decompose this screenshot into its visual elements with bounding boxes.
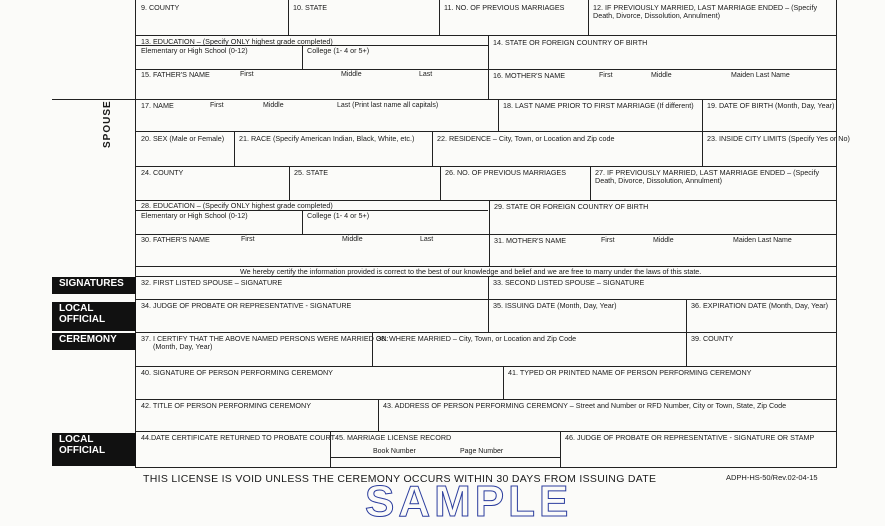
field-16-first-label: First (599, 72, 613, 79)
field-14-birthplace[interactable]: 14. STATE OR FOREIGN COUNTRY OF BIRTH (493, 38, 648, 47)
field-32-first-spouse-signature[interactable]: 32. FIRST LISTED SPOUSE – SIGNATURE (141, 278, 283, 287)
field-26-previous-marriages[interactable]: 26. NO. OF PREVIOUS MARRIAGES (445, 168, 567, 177)
ceremony-section-label: CEREMONY (52, 333, 136, 350)
field-46-judge-signature-stamp[interactable]: 46. JUDGE OF PROBATE OR REPRESENTATIVE - SIGNATURE OR STAMP (565, 433, 815, 442)
field-28-education: 28. EDUCATION – (Specify ONLY highest grade completed) (141, 201, 333, 210)
field-28-elementary[interactable]: Elementary or High School (0-12) (141, 211, 248, 220)
field-17-middle-label: Middle (263, 102, 284, 109)
field-25-state[interactable]: 25. STATE (294, 168, 329, 177)
field-23-inside-city-limits[interactable]: 23. INSIDE CITY LIMITS (Specify Yes or No) (707, 134, 850, 143)
field-31-first-label: First (601, 237, 615, 244)
field-30-first-label: First (241, 236, 255, 243)
spouse-section-label: SPOUSE (102, 100, 113, 148)
field-17-last-label: Last (Print last name all capitals) (337, 102, 439, 109)
field-19-date-of-birth[interactable]: 19. DATE OF BIRTH (Month, Day, Year) (707, 101, 835, 110)
form-number: ADPH-HS-50/Rev.02-04-15 (726, 473, 818, 482)
void-notice: THIS LICENSE IS VOID UNLESS THE CEREMONY OCCURS WITHIN 30 DAYS FROM ISSUING DATE (143, 473, 657, 485)
field-24-county[interactable]: 24. COUNTY (141, 168, 184, 177)
field-45-license-record: 45. MARRIAGE LICENSE RECORD (335, 433, 452, 442)
field-17-first-label: First (210, 102, 224, 109)
field-31-middle-label: Middle (653, 237, 674, 244)
certification-statement: We hereby certify the information provided is correct to the best of our knowledge and belief and we are free to marry under the laws of this state. (240, 267, 702, 276)
field-15-last-label: Last (419, 71, 433, 78)
field-30-fathers-name[interactable]: 30. FATHER'S NAME (141, 235, 210, 244)
field-29-birthplace[interactable]: 29. STATE OR FOREIGN COUNTRY OF BIRTH (494, 202, 649, 211)
field-9-county[interactable]: 9. COUNTY (141, 3, 180, 12)
field-30-middle-label: Middle (342, 236, 363, 243)
field-20-sex[interactable]: 20. SEX (Male or Female) (141, 134, 225, 143)
field-18-prior-last-name[interactable]: 18. LAST NAME PRIOR TO FIRST MARRIAGE (If different) (503, 101, 694, 110)
field-27-marriage-ended[interactable]: 27. IF PREVIOUSLY MARRIED, LAST MARRIAGE ENDED – (Specify Death, Divorce, Dissolution, Annulment) (595, 168, 820, 186)
field-44-date-returned[interactable]: 44.DATE CERTIFICATE RETURNED TO PROBATE COURT (141, 433, 335, 442)
local-official-section-label: LOCAL OFFICIAL (52, 302, 136, 331)
field-30-last-label: Last (420, 236, 434, 243)
field-11-previous-marriages[interactable]: 11. NO. OF PREVIOUS MARRIAGES (444, 3, 565, 12)
field-21-race[interactable]: 21. RACE (Specify American Indian, Black, White, etc.) (239, 134, 415, 143)
field-12-marriage-ended[interactable]: 12. IF PREVIOUSLY MARRIED, LAST MARRIAGE ENDED – (Specify Death, Divorce, Dissolution, Annulment) (593, 3, 818, 21)
sample-watermark: SAMPLE (365, 477, 573, 526)
field-13-elementary[interactable]: Elementary or High School (0-12) (141, 46, 248, 55)
field-31-maiden-label: Maiden Last Name (733, 237, 792, 244)
field-45-page-number[interactable]: Page Number (460, 448, 504, 455)
field-40-officiant-signature[interactable]: 40. SIGNATURE OF PERSON PERFORMING CEREMONY (141, 368, 333, 377)
field-34-judge-signature[interactable]: 34. JUDGE OF PROBATE OR REPRESENTATIVE - SIGNATURE (141, 301, 352, 310)
field-10-state[interactable]: 10. STATE (293, 3, 328, 12)
field-17-name[interactable]: 17. NAME (141, 101, 174, 110)
field-37-married-on[interactable]: 37. I CERTIFY THAT THE ABOVE NAMED PERSONS WERE MARRIED ON: (141, 334, 389, 343)
field-38-where-married[interactable]: 38. WHERE MARRIED – City, Town, or Location and Zip Code (377, 334, 577, 343)
field-15-fathers-name[interactable]: 15. FATHER'S NAME (141, 70, 210, 79)
field-15-middle-label: Middle (341, 71, 362, 78)
field-28-college[interactable]: College (1- 4 or 5+) (307, 211, 370, 220)
field-39-county[interactable]: 39. COUNTY (691, 334, 734, 343)
field-45-book-number[interactable]: Book Number (373, 448, 416, 455)
field-13-college[interactable]: College (1- 4 or 5+) (307, 46, 370, 55)
field-16-mothers-name[interactable]: 16. MOTHER'S NAME (493, 71, 566, 80)
field-37-date-hint: (Month, Day, Year) (153, 342, 213, 351)
field-35-issuing-date[interactable]: 35. ISSUING DATE (Month, Day, Year) (493, 301, 617, 310)
field-31-mothers-name[interactable]: 31. MOTHER'S NAME (494, 236, 567, 245)
field-42-officiant-title[interactable]: 42. TITLE OF PERSON PERFORMING CEREMONY (141, 401, 311, 410)
field-15-first-label: First (240, 71, 254, 78)
field-41-officiant-name[interactable]: 41. TYPED OR PRINTED NAME OF PERSON PERFORMING CEREMONY (508, 368, 752, 377)
field-16-middle-label: Middle (651, 72, 672, 79)
field-33-second-spouse-signature[interactable]: 33. SECOND LISTED SPOUSE – SIGNATURE (493, 278, 645, 287)
field-36-expiration-date[interactable]: 36. EXPIRATION DATE (Month, Day, Year) (691, 301, 829, 310)
field-43-officiant-address[interactable]: 43. ADDRESS OF PERSON PERFORMING CEREMONY – Street and Number or RFD Number, City or Town, State, Zip Code (383, 401, 787, 410)
local-official-2-section-label: LOCAL OFFICIAL (52, 433, 136, 466)
field-13-education: 13. EDUCATION – (Specify ONLY highest grade completed) (141, 37, 333, 46)
field-16-maiden-label: Maiden Last Name (731, 72, 790, 79)
signatures-section-label: SIGNATURES (52, 277, 136, 294)
field-22-residence[interactable]: 22. RESIDENCE – City, Town, or Location and Zip code (437, 134, 615, 143)
